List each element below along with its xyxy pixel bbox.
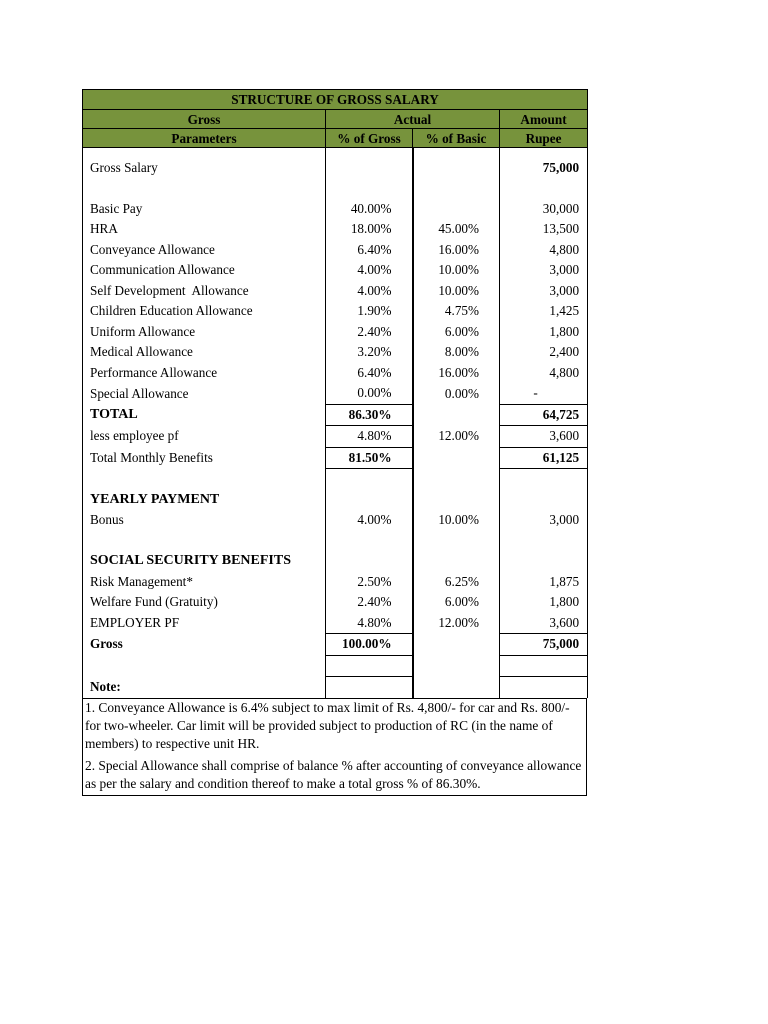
row-label: Gross Salary: [83, 158, 326, 179]
total-row: [83, 447, 588, 469]
row-amount: 3,000: [500, 260, 588, 281]
row-amount: 1,425: [500, 301, 588, 322]
header-gross: Gross: [83, 110, 326, 129]
table-row: [83, 592, 588, 613]
table-row: [83, 322, 588, 343]
header-pct-gross: % of Gross: [326, 129, 413, 148]
row-pct-gross: 4.80%: [326, 426, 413, 448]
row-pct-basic: 45.00%: [413, 219, 500, 240]
table-row: [83, 363, 588, 384]
row-pct-gross: 1.90%: [326, 301, 413, 322]
row-pct-gross: 2.50%: [326, 572, 413, 593]
header-pct-basic: % of Basic: [413, 129, 500, 148]
row-pct-gross: [326, 158, 413, 179]
table-row: [83, 301, 588, 322]
row-pct-gross: 4.00%: [326, 260, 413, 281]
row-pct-basic: 6.00%: [413, 322, 500, 343]
table-row: [83, 260, 588, 281]
row-pct-gross: 4.00%: [326, 510, 413, 531]
note-1: 1. Conveyance Allowance is 6.4% subject to max limit of Rs. 4,800/- for car and Rs. 800/- for two-wheeler. Car limit will be provided subject to production of RC (in the name of members) to respective unit HR.: [85, 699, 570, 751]
row-pct-basic: [413, 404, 500, 426]
table-row: [83, 219, 588, 240]
spacer-row: [83, 148, 588, 159]
note-heading-row: [83, 677, 588, 698]
row-label: Uniform Allowance: [83, 322, 326, 343]
row-pct-gross: 2.40%: [326, 592, 413, 613]
spacer-row: [83, 469, 588, 490]
row-amount: -: [500, 383, 588, 404]
table-row: [83, 240, 588, 261]
row-pct-gross: 0.00%: [326, 383, 413, 404]
row-label: EMPLOYER PF: [83, 613, 326, 634]
table-row: [83, 572, 588, 593]
table-row: [83, 281, 588, 302]
row-amount: 3,000: [500, 510, 588, 531]
row-amount: 30,000: [500, 199, 588, 220]
row-pct-basic: 6.00%: [413, 592, 500, 613]
row-pct-basic: [413, 447, 500, 469]
header-parameters: Parameters: [83, 129, 326, 148]
row-label: Special Allowance: [83, 383, 326, 404]
row-label: Bonus: [83, 510, 326, 531]
header-amount: Amount: [500, 110, 588, 129]
row-pct-basic: [413, 634, 500, 656]
table-row: [83, 426, 588, 448]
row-pct-basic: 12.00%: [413, 613, 500, 634]
row-amount: 75,000: [500, 634, 588, 656]
row-label: Welfare Fund (Gratuity): [83, 592, 326, 613]
row-pct-basic: 4.75%: [413, 301, 500, 322]
salary-structure-sheet: [82, 89, 587, 796]
row-pct-gross: 2.40%: [326, 322, 413, 343]
row-pct-basic: 8.00%: [413, 342, 500, 363]
row-amount: 1,800: [500, 592, 588, 613]
table-row: [83, 510, 588, 531]
salary-table: [82, 89, 588, 698]
row-label: Children Education Allowance: [83, 301, 326, 322]
spacer-row: [83, 531, 588, 552]
row-amount: 4,800: [500, 240, 588, 261]
section-heading: SOCIAL SECURITY BENEFITS: [83, 551, 326, 572]
section-heading: YEARLY PAYMENT: [83, 490, 326, 511]
row-pct-gross: 100.00%: [326, 634, 413, 656]
row-pct-gross: 18.00%: [326, 219, 413, 240]
row-label: Communication Allowance: [83, 260, 326, 281]
row-pct-gross: 4.00%: [326, 281, 413, 302]
row-label: Performance Allowance: [83, 363, 326, 384]
row-pct-basic: 10.00%: [413, 510, 500, 531]
notes-box: [82, 698, 587, 796]
section-heading-row: [83, 490, 588, 511]
row-pct-gross: 6.40%: [326, 240, 413, 261]
row-label: Basic Pay: [83, 199, 326, 220]
total-row: [83, 404, 588, 426]
row-pct-basic: 0.00%: [413, 383, 500, 404]
row-pct-gross: 4.80%: [326, 613, 413, 634]
spacer-row: [83, 179, 588, 199]
row-label: Medical Allowance: [83, 342, 326, 363]
section-heading-row: [83, 551, 588, 572]
table-row: [83, 199, 588, 220]
table-title: STRUCTURE OF GROSS SALARY: [83, 90, 588, 110]
row-amount: 1,875: [500, 572, 588, 593]
row-pct-basic: 16.00%: [413, 363, 500, 384]
note-2: 2. Special Allowance shall comprise of balance % after accounting of conveyance allowance as per the salary and condition thereof to make a total gross % of 86.30%.: [85, 757, 582, 791]
row-pct-basic: 10.00%: [413, 281, 500, 302]
row-label: Gross: [83, 634, 326, 656]
table-row: [83, 342, 588, 363]
table-row: [83, 613, 588, 634]
row-amount: 3,000: [500, 281, 588, 302]
row-pct-basic: 16.00%: [413, 240, 500, 261]
row-amount: 2,400: [500, 342, 588, 363]
header-row-top: [83, 110, 588, 129]
row-label: Conveyance Allowance: [83, 240, 326, 261]
header-row-sub: [83, 129, 588, 148]
row-label: HRA: [83, 219, 326, 240]
row-pct-basic: 12.00%: [413, 426, 500, 448]
row-amount: 3,600: [500, 613, 588, 634]
row-label: Total Monthly Benefits: [83, 447, 326, 469]
row-amount: 1,800: [500, 322, 588, 343]
spacer-row: [83, 655, 588, 677]
table-row: [83, 158, 588, 179]
row-pct-basic: [413, 199, 500, 220]
row-amount: 13,500: [500, 219, 588, 240]
row-label: TOTAL: [83, 404, 326, 426]
note-heading: Note:: [83, 677, 326, 698]
row-label: less employee pf: [83, 426, 326, 448]
row-amount: 4,800: [500, 363, 588, 384]
row-pct-gross: 81.50%: [326, 447, 413, 469]
row-pct-gross: 3.20%: [326, 342, 413, 363]
row-pct-gross: 86.30%: [326, 404, 413, 426]
row-label: Risk Management*: [83, 572, 326, 593]
row-amount: 3,600: [500, 426, 588, 448]
row-pct-gross: 40.00%: [326, 199, 413, 220]
table-title-row: [83, 90, 588, 110]
table-row: [83, 383, 588, 404]
header-rupee: Rupee: [500, 129, 588, 148]
total-row: [83, 634, 588, 656]
row-label: Self Development Allowance: [83, 281, 326, 302]
row-pct-gross: 6.40%: [326, 363, 413, 384]
row-amount: 64,725: [500, 404, 588, 426]
row-amount: 61,125: [500, 447, 588, 469]
row-pct-basic: [413, 158, 500, 179]
row-pct-basic: 10.00%: [413, 260, 500, 281]
header-actual: Actual: [326, 110, 500, 129]
row-pct-basic: 6.25%: [413, 572, 500, 593]
row-amount: 75,000: [500, 158, 588, 179]
